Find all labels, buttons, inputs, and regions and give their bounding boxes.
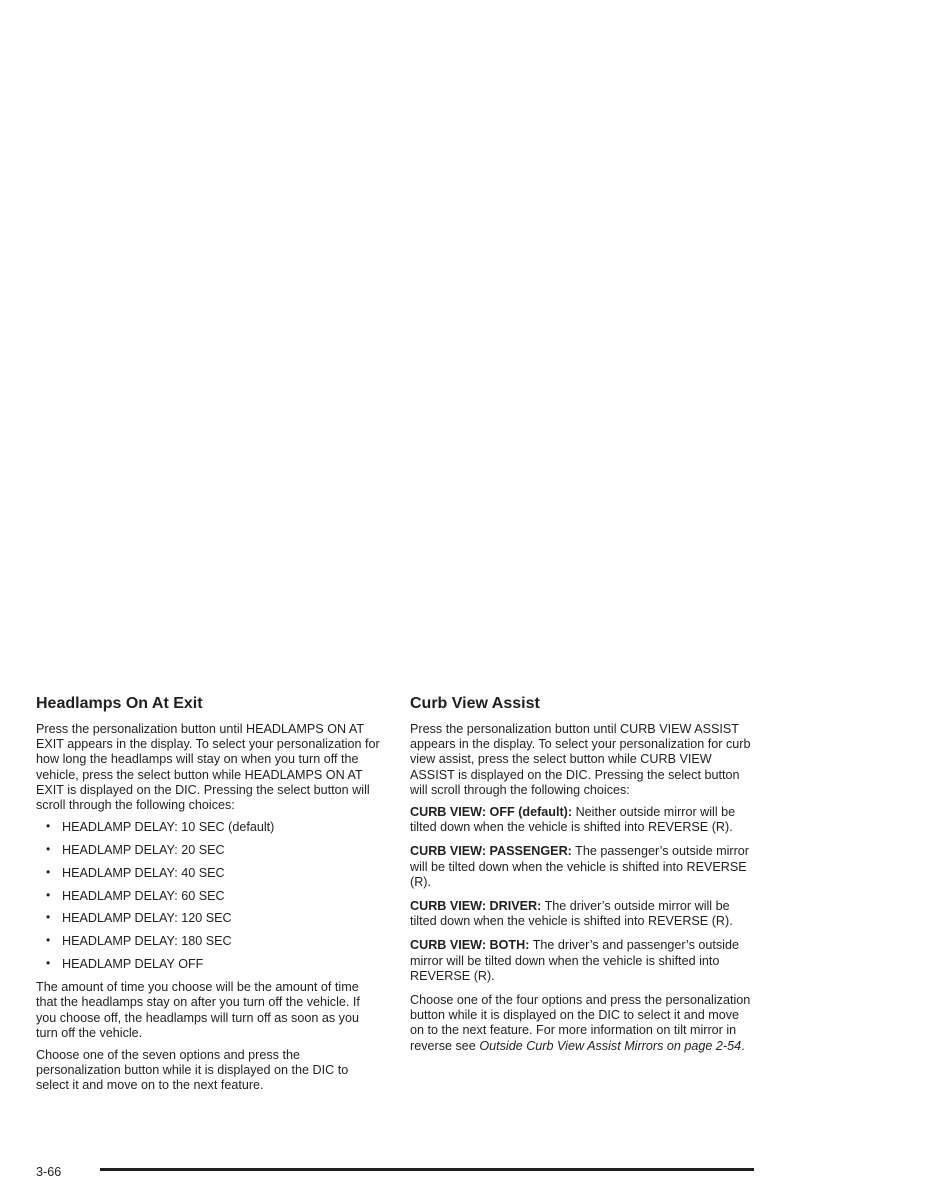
list-item: • HEADLAMP DELAY: 180 SEC (46, 933, 232, 949)
section-heading-headlamps: Headlamps On At Exit (36, 695, 203, 712)
option-label: CURB VIEW: OFF (default): (410, 805, 573, 820)
headlamps-intro: Press the personalization button until HEADLAMPS ON AT EXIT appears in the display. To select your personalization for how long the headlamps will stay on when you turn off the vehicle, press the select button while HEADLAMPS ON AT EXIT is displayed on the DIC. Pressing the select button will scroll through the following choices: (36, 722, 380, 813)
curb-view-option (410, 938, 756, 984)
option-label: CURB VIEW: PASSENGER: (410, 844, 572, 859)
bullet-icon: • (46, 864, 51, 879)
bullet-icon: • (46, 887, 51, 902)
list-item: • HEADLAMP DELAY: 40 SEC (46, 864, 225, 880)
list-item: • HEADLAMP DELAY OFF (46, 956, 204, 971)
list-item: • HEADLAMP DELAY: 120 SEC (46, 910, 232, 926)
footer-rule (100, 1168, 754, 1171)
curb-view-option (410, 805, 756, 835)
option-label: CURB VIEW: BOTH: (410, 938, 530, 953)
headlamps-duration-paragraph: The amount of time you choose will be the amount of time that the headlamps stay on after you turn off the vehicle. If you choose off, the headlamps will turn off as soon as you turn off the vehicle. (36, 980, 360, 1040)
bullet-icon: • (46, 933, 51, 948)
headlamp-delay-list (36, 820, 382, 972)
headlamps-closing-paragraph: Choose one of the seven options and press the personalization button while it is displayed on the DIC to select it and move on to the next feature. (36, 1048, 349, 1093)
bullet-icon: • (46, 910, 51, 925)
option-text: The passenger’s outside mirror will be tilted down when the vehicle is shifted into REVERSE (R). (410, 844, 749, 889)
section-heading-curb-view: Curb View Assist (410, 695, 540, 712)
left-column (36, 695, 382, 1101)
curb-view-option (410, 899, 756, 929)
option-label: CURB VIEW: DRIVER: (410, 899, 542, 914)
curb-view-closing-paragraph: Choose one of the four options and press the personalization button while it is displayed on the DIC to select it and move on to the next feature. For more information on tilt mirror in reverse see Outside Curb View Assist Mirrors on page 2-54. (410, 993, 751, 1053)
bullet-icon: • (46, 842, 51, 857)
bullet-icon: • (46, 819, 51, 834)
cross-reference-link[interactable]: Outside Curb View Assist Mirrors on page 2-54 (479, 1038, 742, 1053)
list-item: • HEADLAMP DELAY: 20 SEC (46, 842, 225, 858)
curb-view-option (410, 844, 756, 890)
option-text: The driver’s outside mirror will be tilted down when the vehicle is shifted into REVERSE (R). (410, 899, 733, 929)
option-text: The driver’s and passenger’s outside mirror will be tilted down when the vehicle is shifted into REVERSE (R). (410, 938, 739, 983)
page-number: 3-66 (36, 1165, 62, 1179)
option-text: Neither outside mirror will be tilted down when the vehicle is shifted into REVERSE (R). (410, 805, 736, 835)
list-item: • HEADLAMP DELAY: 60 SEC (46, 887, 225, 903)
curb-view-intro: Press the personalization button until CURB VIEW ASSIST appears in the display. To select your personalization for curb view assist, press the select button while CURB VIEW ASSIST is displayed on the DIC. Pressing the select button will scroll through the following choices: (410, 722, 751, 797)
right-column (410, 695, 756, 1061)
list-item: • HEADLAMP DELAY: 10 SEC (default) (46, 819, 275, 835)
bullet-icon: • (46, 956, 51, 970)
